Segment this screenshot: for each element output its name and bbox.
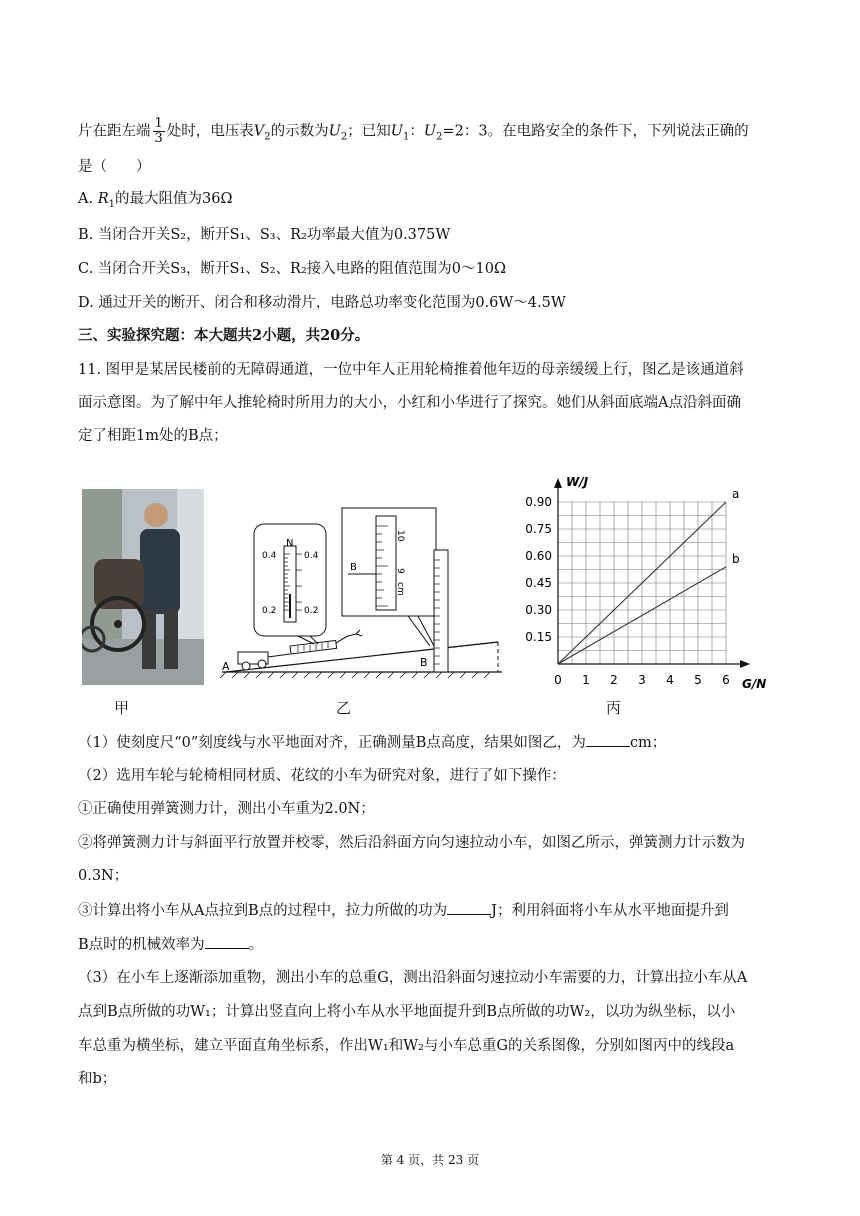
subscript: 1: [402, 131, 410, 143]
page-footer: 第 4 页，共 23 页: [380, 1153, 480, 1167]
y-tick-label: 0.60: [525, 549, 552, 563]
ruler-label-cm: cm: [395, 582, 405, 596]
x-tick-label: 1: [582, 673, 590, 687]
x-axis-label: G/N: [742, 677, 767, 690]
y-tick-label: 0.75: [525, 522, 552, 536]
series-label-a: a: [732, 487, 740, 501]
step-2-line-2: 0.3N；: [78, 868, 129, 884]
question-11-line-1: 11. 图甲是某居民楼前的无障碍通道，一位中年人正用轮椅推着他年迈的母亲缓缓上行，图乙是该通道斜: [78, 362, 744, 378]
symbol-u: U: [390, 123, 403, 140]
option-d: D. 通过开关的断开、闭合和移动滑片，电路总功率变化范围为0.6W～4.5W: [78, 295, 566, 311]
text-seg: =2：3。在电路安全的条件下，下列说法正确的: [442, 123, 749, 140]
text-seg: 的最大阻值为36Ω: [115, 191, 233, 207]
figure-caption-bing: 丙: [606, 699, 622, 717]
y-tick-label: 0.90: [525, 495, 552, 509]
text-seg: 片在距左端: [78, 123, 151, 140]
fraction-one-third: [153, 117, 165, 146]
question-11-line-2: 面示意图。为了解中年人推轮椅时所用力的大小，小红和小华进行了探究。她们从斜面底端A点沿斜面确: [78, 395, 741, 411]
text-seg: （1）使刻度尺“0”刻度线与水平地面对齐，正确测量B点高度，结果如图乙，为: [78, 735, 586, 751]
step-3-line-1: [78, 900, 729, 921]
x-tick-label: 2: [610, 673, 618, 687]
x-tick-label: 0: [554, 673, 562, 687]
y-axis-arrow: [554, 478, 562, 488]
gauge-label-04-right: 0.4: [304, 551, 319, 561]
text-seg: A.: [78, 191, 98, 207]
zoom-label-b: B: [350, 562, 357, 573]
y-tick-label: 0.30: [525, 603, 552, 617]
fraction-denominator: 3: [154, 131, 163, 146]
text-seg: ③计算出将小车从A点拉到B点的过程中，拉力所做的功为: [78, 903, 448, 919]
symbol-r: R: [97, 191, 109, 207]
section-heading: 三、实验探究题：本大题共2小题，共20分。: [78, 327, 370, 344]
text-seg: ：: [409, 123, 424, 140]
point-b-label: B: [420, 656, 428, 669]
gauge-label-04-left: 0.4: [262, 551, 277, 561]
text-seg: B点时的机械效率为: [78, 937, 205, 953]
answer-blank: [205, 934, 249, 949]
part-3-line-1: （3）在小车上逐渐添加重物，测出小车的总重G，测出沿斜面匀速拉动小车需要的力，计算出拉小车从A: [78, 970, 748, 986]
option-c: C. 当闭合开关S₃，断开S₁、S₂、R₂接入电路的阻值范围为0～10Ω: [78, 261, 506, 277]
ruler-label-9: 9: [395, 568, 405, 574]
text-seg: ；已知: [347, 123, 391, 140]
symbol-u: U: [328, 123, 341, 140]
photo-wheelchair: [82, 489, 204, 685]
text-seg: cm；: [629, 735, 667, 751]
part-2: （2）选用车轮与轮椅相同材质、花纹的小车为研究对象，进行了如下操作：: [78, 768, 566, 784]
option-a: [78, 189, 232, 215]
step-1: ①正确使用弹簧测力计，测出小车重为2.0N；: [78, 801, 375, 817]
text-seg: J；利用斜面将小车从水平地面提升到: [491, 903, 729, 919]
work-vs-weight-chart: [520, 468, 780, 690]
part-3-line-2: 点到B点所做的功W₁；计算出竖直向上将小车从水平地面提升到B点所做的功W₂，以功为纵坐标，以小: [78, 1004, 736, 1020]
x-axis-arrow: [740, 660, 750, 668]
text-seg: 处时，电压表: [166, 123, 254, 140]
part-3-line-4: 和b；: [78, 1071, 117, 1087]
figure-caption-yi: 乙: [336, 699, 352, 717]
figure-caption-jia: 甲: [114, 699, 130, 717]
option-b: B. 当闭合开关S₂，断开S₁、S₃、R₂功率最大值为0.375W: [78, 227, 451, 243]
answer-blank: [586, 732, 630, 747]
y-tick-label: 0.15: [525, 630, 552, 644]
subscript: 1: [108, 198, 115, 210]
point-a-label: A: [222, 660, 230, 673]
x-tick-label: 3: [638, 673, 646, 687]
ruler-label-10: 10: [395, 530, 405, 542]
chart-series: [558, 487, 740, 664]
subscript: 2: [436, 131, 443, 143]
text-seg: 的示数为: [270, 123, 329, 140]
part-1: [78, 732, 666, 753]
y-axis-label: W/J: [566, 475, 589, 489]
step-3-line-2: [78, 934, 263, 955]
gauge-label-02-right: 0.2: [304, 606, 319, 616]
gauge-unit-n: N: [286, 538, 294, 549]
answer-blank: [447, 900, 491, 915]
text-seg: 。: [248, 937, 264, 953]
symbol-u: U: [423, 123, 437, 140]
text-line-1: [78, 117, 749, 147]
subscript: 2: [264, 131, 271, 143]
symbol-v: V: [253, 123, 265, 140]
text-line-2: 是（ ）: [78, 159, 151, 175]
subscript: 2: [340, 131, 348, 143]
gauge-label-02-left: 0.2: [262, 606, 277, 616]
fraction-numerator: 1: [154, 116, 163, 131]
question-11-line-3: 定了相距1m处的B点；: [78, 428, 228, 444]
chart-ticks: [525, 495, 730, 687]
x-tick-label: 5: [694, 673, 702, 687]
y-tick-label: 0.45: [525, 576, 552, 590]
x-tick-label: 6: [722, 673, 730, 687]
step-2-line-1: ②将弹簧测力计与斜面平行放置并校零，然后沿斜面方向匀速拉动小车，如图乙所示，弹簧测力计示数为: [78, 835, 745, 851]
part-3-line-3: 车总重为横坐标，建立平面直角坐标系，作出W₁和W₂与小车总重G的关系图像，分别如图丙中的线段a: [78, 1038, 735, 1054]
series-label-b: b: [732, 551, 740, 566]
incline-diagram: [218, 506, 508, 686]
x-tick-label: 4: [666, 673, 674, 687]
